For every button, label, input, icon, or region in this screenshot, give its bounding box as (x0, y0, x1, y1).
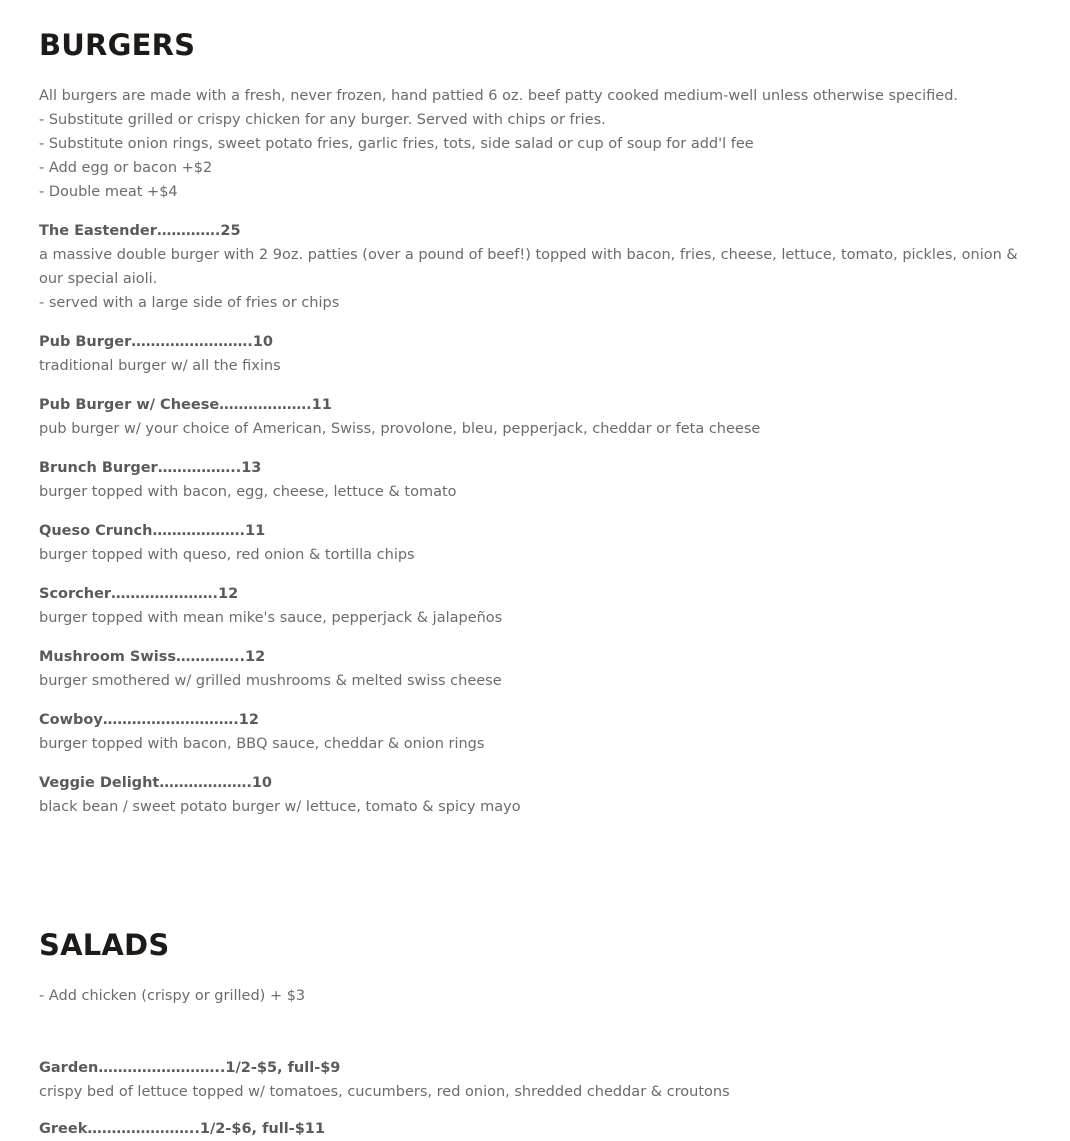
menu-item-desc: crispy bed of lettuce topped w/ tomatoes, cucumbers, red onion, shredded cheddar & croutons (39, 1084, 730, 1100)
menu-item-desc: burger topped with bacon, BBQ sauce, cheddar & onion rings (39, 736, 485, 752)
menu-item-desc: burger topped with bacon, egg, cheese, lettuce & tomato (39, 484, 457, 500)
burgers-intro-line: - Double meat +$4 (39, 184, 178, 200)
salads-intro-line: - Add chicken (crispy or grilled) + $3 (39, 988, 306, 1004)
menu-item-desc: burger topped with mean mike's sauce, pepperjack & jalapeños (39, 610, 503, 626)
menu-item-title: Veggie Delight……………….10 (39, 775, 273, 791)
menu-item-title: Scorcher………………….12 (39, 586, 239, 602)
menu-item-title: Greek…………………..1/2-$6, full-$11 (39, 1121, 325, 1137)
burgers-intro-line: - Substitute onion rings, sweet potato fries, garlic fries, tots, side salad or cup of soup for add'l fee (39, 136, 754, 152)
menu-item-title: Brunch Burger……………..13 (39, 460, 262, 476)
section-title-burgers: BURGERS (39, 28, 196, 62)
menu-item-title: Pub Burger…………………….10 (39, 334, 273, 350)
burgers-intro-line: - Substitute grilled or crispy chicken for any burger. Served with chips or fries. (39, 112, 606, 128)
menu-item-title: Cowboy……………………….12 (39, 712, 259, 728)
menu-item-desc: traditional burger w/ all the fixins (39, 358, 281, 374)
menu-item-desc: burger smothered w/ grilled mushrooms & melted swiss cheese (39, 673, 502, 689)
menu-item-desc: black bean / sweet potato burger w/ lettuce, tomato & spicy mayo (39, 799, 521, 815)
menu-item-desc: burger topped with queso, red onion & tortilla chips (39, 547, 415, 563)
menu-item-desc: pub burger w/ your choice of American, Swiss, provolone, bleu, pepperjack, cheddar or feta cheese (39, 421, 761, 437)
burgers-intro-line: - Add egg or bacon +$2 (39, 160, 213, 176)
menu-item-desc: a massive double burger with 2 9oz. patties (over a pound of beef!) topped with bacon, fries, cheese, lettuce, tomato, pickles, onion & our special aioli. (39, 247, 1018, 287)
menu-item-title: The Eastender………….25 (39, 223, 241, 239)
menu-item-title: Pub Burger w/ Cheese……………….11 (39, 397, 332, 413)
menu-item-title: Mushroom Swiss…………..12 (39, 649, 266, 665)
menu-item-extra: - served with a large side of fries or chips (39, 295, 340, 311)
section-title-salads: SALADS (39, 928, 170, 962)
menu-item-title: Garden……………………..1/2-$5, full-$9 (39, 1060, 341, 1076)
menu-item-title: Queso Crunch……………….11 (39, 523, 266, 539)
burgers-intro-line: All burgers are made with a fresh, never frozen, hand pattied 6 oz. beef patty cooked medium-well unless otherwise specified. (39, 88, 959, 104)
